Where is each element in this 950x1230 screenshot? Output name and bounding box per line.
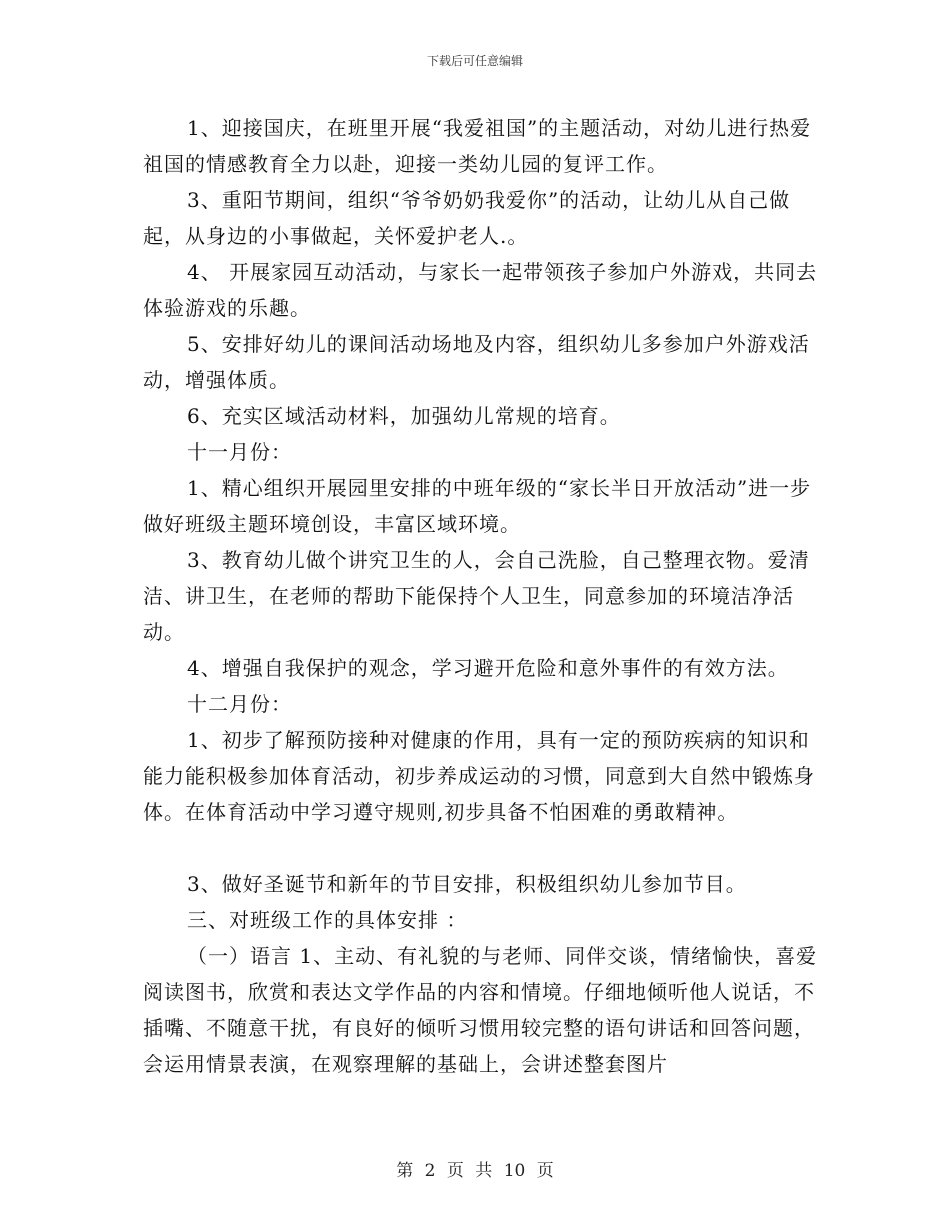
page-number: 第 2 页 共 10 页 [396, 1161, 554, 1181]
paragraph: 3、重阳节期间，组织“爷爷奶奶我爱你”的活动，让幼儿从自己做起，从身边的小事做起，关怀爱护老人.。 [143, 188, 791, 248]
paragraph: 1、初步了解预防接种对健康的作用，具有一定的预防疾病的知识和能力能积极参加体育活动，初步养成运动的习惯，同意到大自然中锻炼身体。在体育活动中学习遵守规则,初步具备不怕困难的勇敢精神。 [143, 728, 815, 824]
paragraph: 1、精心组织开展园里安排的中班年级的“家长半日开放活动”进一步做好班级主题环境创设，丰富区域环境。 [143, 476, 812, 536]
paragraph: 4、 开展家园互动活动，与家长一起带领孩子参加户外游戏，共同去体验游戏的乐趣。 [143, 260, 818, 320]
paragraph: 3、做好圣诞节和新年的节目安排，积极组织幼儿参加节目。 [187, 872, 747, 896]
section-heading: 十二月份： [187, 692, 292, 716]
section-heading: 三、对班级工作的具体安排 ： [187, 908, 468, 932]
paragraph: 5、安排好幼儿的课间活动场地及内容，组织幼儿多参加户外游戏活动，增强体质。 [143, 332, 810, 392]
document-body [143, 110, 823, 1082]
paragraph: 4、增强自我保护的观念，学习避开危险和意外事件的有效方法。 [187, 656, 789, 680]
section-heading: 十一月份： [187, 440, 292, 464]
paragraph: （一）语言 1、主动、有礼貌的与老师、同伴交谈，情绪愉快，喜爱阅读图书，欣赏和表达文学作品的内容和情境。仔细地倾听他人说话，不插嘴、不随意干扰，有良好的倾听习惯用较完整的语句讲话和回答问题，会运用情景表演，在观察理解的基础上，会讲述整套图片 [143, 944, 818, 1076]
page-header: 下载后可任意编辑 [426, 54, 523, 68]
paragraph: 6、充实区域活动材料，加强幼儿常规的培育。 [187, 404, 621, 428]
paragraph: 1、迎接国庆，在班里开展“我爱祖国”的主题活动，对幼儿进行热爱祖国的情感教育全力以赴，迎接一类幼儿园的复评工作。 [143, 116, 812, 176]
paragraph: 3、教育幼儿做个讲究卫生的人，会自己洗脸，自己整理衣物。爱清洁、讲卫生，在老师的帮助下能保持个人卫生，同意参加的环境洁净活动。 [143, 548, 810, 644]
